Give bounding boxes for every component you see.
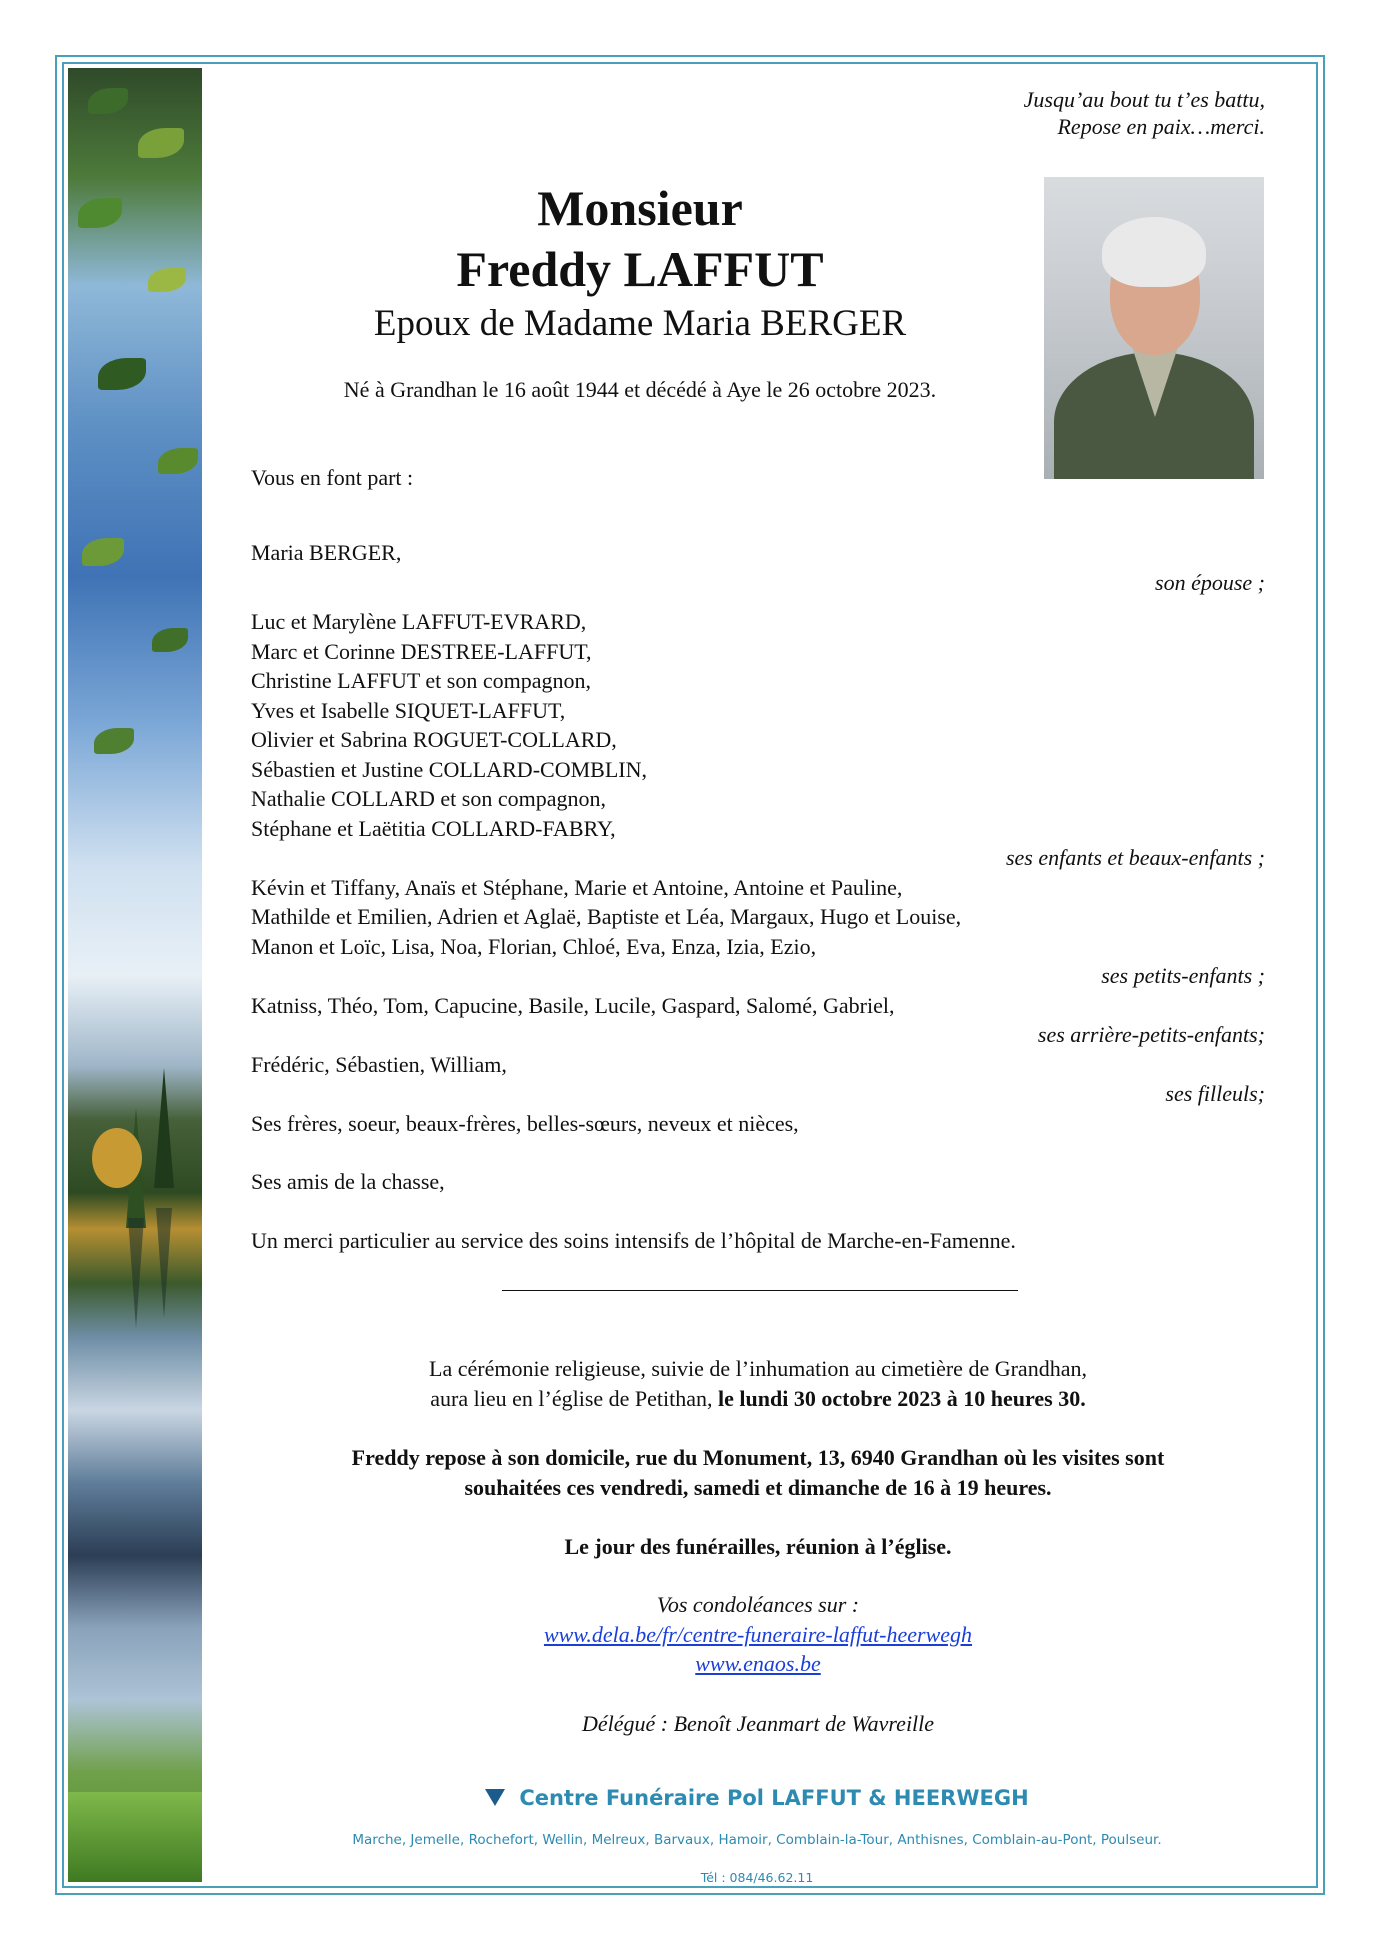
autumn-tree (92, 1128, 142, 1188)
child-entry: Christine LAFFUT et son compagnon, (251, 668, 591, 693)
ceremony-date: le lundi 30 octobre 2023 à 10 heures 30. (718, 1385, 1086, 1411)
godchildren-role: ses filleuls; (1165, 1081, 1265, 1106)
ceremony-line: La cérémonie religieuse, suivie de l’inhumation au cimetière de Grandhan, (429, 1356, 1087, 1381)
delegate-line: Délégué : Benoît Jeanmart de Wavreille (581, 1711, 935, 1736)
friends-line: Ses amis de la chasse, (251, 1169, 445, 1194)
epitaph-quote (1024, 86, 1265, 140)
children-role: ses enfants et beaux-enfants ; (1005, 845, 1265, 870)
tree-reflection (156, 1208, 172, 1318)
thanks-line: Un merci particulier au service des soins intensifs de l’hôpital de Marche-en-Famenne. (251, 1227, 1016, 1253)
separator-line (502, 1290, 1018, 1291)
delegate (251, 1709, 1265, 1739)
great-grandchildren-line: Katniss, Théo, Tom, Capucine, Basile, Lucile, Gaspard, Salomé, Gabriel, (251, 992, 895, 1018)
child-entry: Marc et Corinne DESTREE-LAFFUT, (251, 638, 592, 664)
leaf-shape (138, 128, 184, 158)
birth-death-line: Né à Grandhan le 16 août 1944 et décédé à Aye le 26 octobre 2023. (343, 377, 937, 402)
leaf-shape (152, 628, 188, 652)
child-entry: Olivier et Sabrina ROGUET-COLLARD, (251, 727, 617, 752)
visit-line: Freddy repose à son domicile, rue du Monument, 13, 6940 Grandhan où les visites sont (351, 1445, 1165, 1470)
ceremony-info (251, 1354, 1265, 1413)
quote-line: Jusqu’au bout tu t’es battu, (1023, 87, 1265, 112)
portrait-hair (1102, 217, 1206, 287)
child-entry: Luc et Marylène LAFFUT-EVRARD, (251, 609, 587, 634)
condolences (251, 1590, 1265, 1679)
siblings-line: Ses frères, soeur, beaux-frères, belles-sœurs, neveux et nièces, (251, 1110, 799, 1136)
spouse-line: Epoux de Madame Maria BERGER (373, 303, 907, 344)
quote-line: Repose en paix…merci. (1057, 114, 1265, 139)
honorific: Monsieur (537, 180, 743, 236)
deceased-portrait (1044, 177, 1264, 479)
funeral-home-towns: Marche, Jemelle, Rochefort, Wellin, Melreux, Barvaux, Hamoir, Comblain-la-Tour, Anthisnes, Comblain-au-Pont, Poulseur. (352, 1832, 1162, 1848)
child-entry: Yves et Isabelle SIQUET-LAFFUT, (251, 697, 566, 723)
funeral-home-name (400, 1786, 1114, 1810)
condolences-link[interactable]: www.dela.be/fr/centre-funeraire-laffut-heerwegh (543, 1621, 973, 1647)
godchildren-line: Frédéric, Sébastien, William, (251, 1051, 507, 1077)
tree-reflection (128, 1218, 144, 1328)
ceremony-line (251, 1384, 1265, 1414)
leaf-shape (78, 198, 122, 228)
intro-text: Vous en font part : (251, 465, 414, 490)
great-grandchildren-role: ses arrière-petits-enfants; (1037, 1022, 1265, 1047)
grass-area (68, 1792, 202, 1882)
grandchildren-line: Kévin et Tiffany, Anaïs et Stéphane, Marie et Antoine, Antoine et Pauline, (251, 874, 903, 900)
pine-tree (154, 1068, 174, 1188)
family-list (251, 538, 1265, 1255)
leaf-shape (94, 728, 134, 754)
condolences-label: Vos condoléances sur : (656, 1592, 860, 1617)
spouse-name: Maria BERGER, (251, 540, 402, 565)
deceased-name: Freddy LAFFUT (456, 241, 824, 297)
company-name: Centre Funéraire Pol LAFFUT & HEERWEGH (519, 1786, 1029, 1810)
grandchildren-line: Mathilde et Emilien, Adrien et Aglaë, Baptiste et Léa, Margaux, Hugo et Louise, (251, 904, 962, 929)
visit-line: souhaitées ces vendredi, samedi et dimanche de 16 à 19 heures. (464, 1474, 1052, 1500)
spouse-role: son épouse ; (1155, 569, 1265, 595)
leaf-shape (148, 268, 186, 292)
triangle-down-icon (485, 1789, 505, 1806)
child-entry: Nathalie COLLARD et son compagnon, (251, 786, 606, 811)
ceremony-place: aura lieu en l’église de Petithan, (430, 1385, 719, 1411)
leaf-shape (88, 88, 128, 114)
funeral-home-phone: Tél : 084/46.62.11 (700, 1870, 814, 1885)
meeting-info (251, 1532, 1265, 1562)
leaf-shape (98, 358, 146, 390)
enaos-link[interactable]: www.enaos.be (695, 1651, 821, 1676)
child-entry: Sébastien et Justine COLLARD-COMBLIN, (251, 756, 647, 782)
grandchildren-role: ses petits-enfants ; (1101, 963, 1265, 988)
child-entry: Stéphane et Laëtitia COLLARD-FABRY, (251, 815, 616, 841)
visit-info (251, 1443, 1265, 1502)
leaf-shape (82, 538, 124, 566)
grandchildren-line: Manon et Loïc, Lisa, Noa, Florian, Chloé, Eva, Enza, Izia, Ezio, (251, 933, 817, 959)
landscape-decoration (68, 68, 202, 1882)
intro (251, 463, 1265, 493)
meeting-line: Le jour des funérailles, réunion à l’église. (564, 1534, 952, 1559)
leaf-shape (158, 448, 198, 474)
